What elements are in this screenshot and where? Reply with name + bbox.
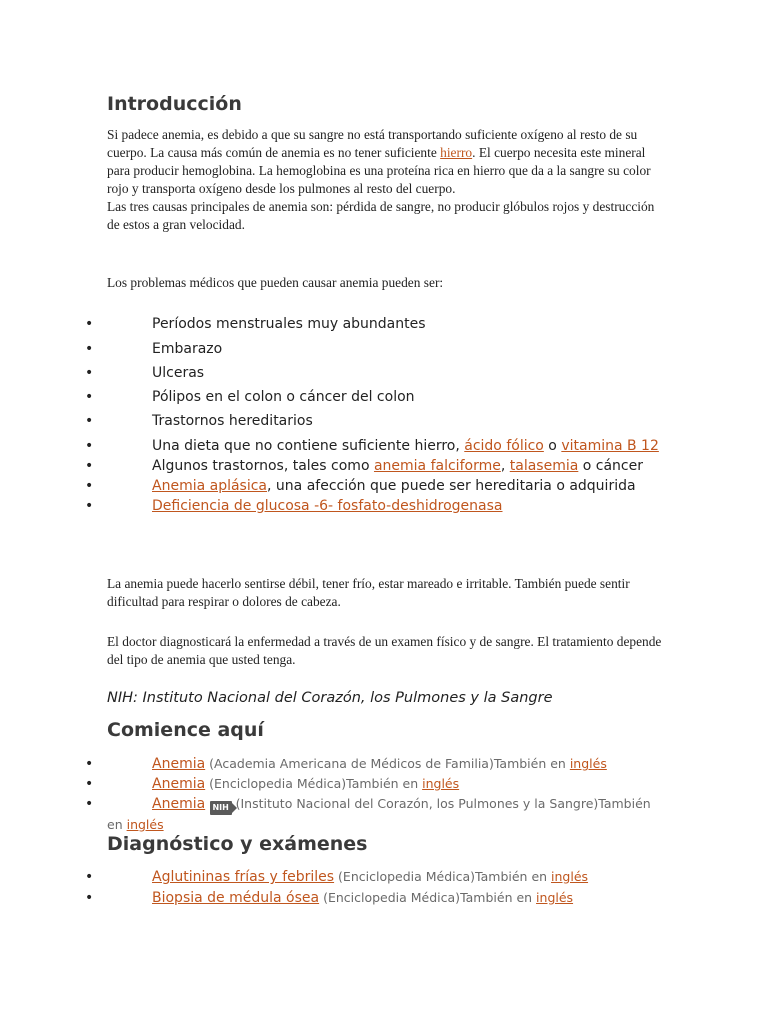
english-link[interactable]: inglés <box>551 869 589 884</box>
source-credit: NIH: Instituto Nacional del Corazón, los Pulmones y la Sangre <box>107 690 553 706</box>
list-item <box>85 387 662 407</box>
list-item <box>85 867 662 887</box>
bullet-icon: • <box>85 413 94 429</box>
aglutininas-link[interactable]: Aglutininas frías y febriles <box>152 869 335 885</box>
list-item <box>85 754 662 774</box>
vitamina-b12-link[interactable]: vitamina B 12 <box>561 438 659 454</box>
english-link[interactable]: inglés <box>569 756 607 771</box>
bullet-icon: • <box>85 756 94 772</box>
anemia-nih-link[interactable]: Anemia <box>152 796 206 812</box>
bullet-icon: • <box>85 365 94 381</box>
diagnosis-heading: Diagnóstico y exámenes <box>107 833 368 855</box>
start-list <box>85 754 662 835</box>
cause-text: Ulceras <box>152 365 205 381</box>
bullet-icon: • <box>85 458 94 474</box>
cause-text: o cáncer <box>578 458 643 474</box>
anemia-aplasica-link[interactable]: Anemia aplásica <box>152 478 268 494</box>
intro-paragraph <box>107 126 662 234</box>
list-item <box>85 476 662 496</box>
start-heading: Comience aquí <box>107 719 264 741</box>
source-label: (Enciclopedia Médica) <box>319 890 461 905</box>
anemia-aafp-link[interactable]: Anemia <box>152 756 206 772</box>
intro-text-b: . El cuerpo necesita este mineral para producir hemoglobina. La hemoglobina es una proteína rica en hierro que da a la sangre su color rojo y transporta oxígeno desde los pulmones al resto del cuerpo. <box>107 145 651 196</box>
causes-summary: Las tres causas principales de anemia son: pérdida de sangre, no producir glóbulos rojos y destrucción de estos a gran velocidad. <box>107 199 655 232</box>
cause-text: Algunos trastornos, tales como <box>152 458 374 474</box>
g6pd-deficiency-link[interactable]: Deficiencia de glucosa -6- fosfato-deshidrogenasa <box>152 498 503 514</box>
also-label: También en <box>107 796 651 832</box>
list-item <box>85 496 662 516</box>
problems-intro: Los problemas médicos que pueden causar anemia pueden ser: <box>107 275 444 290</box>
anemia-enciclopedia-link[interactable]: Anemia <box>152 776 206 792</box>
cause-text: Períodos menstruales muy abundantes <box>152 316 426 332</box>
cause-text: Embarazo <box>152 341 223 357</box>
list-item <box>85 888 662 908</box>
cause-text: , una afección que puede ser hereditaria o adquirida <box>267 478 636 494</box>
english-link[interactable]: inglés <box>536 890 574 905</box>
cause-text: o <box>543 438 562 454</box>
intro-heading: Introducción <box>107 93 242 115</box>
diagnosis-list <box>85 867 662 908</box>
diagnosis-paragraph: El doctor diagnosticará la enfermedad a través de un examen físico y de sangre. El tratamiento depende del tipo de anemia que usted tenga. <box>107 634 662 667</box>
also-label: También en <box>460 890 537 905</box>
source-label: (Enciclopedia Médica) <box>334 869 476 884</box>
bullet-icon: • <box>85 478 94 494</box>
english-link[interactable]: inglés <box>126 817 164 832</box>
also-label: También en <box>346 776 423 791</box>
biopsia-link[interactable]: Biopsia de médula ósea <box>152 890 320 906</box>
list-item <box>85 339 662 359</box>
bullet-icon: • <box>85 341 94 357</box>
source-label: (Instituto Nacional del Corazón, los Pulmones y la Sangre) <box>231 796 599 811</box>
list-item <box>85 794 662 835</box>
list-item <box>85 456 662 476</box>
hierro-link[interactable]: hierro <box>440 145 473 160</box>
talasemia-link[interactable]: talasemia <box>509 458 579 474</box>
english-link[interactable]: inglés <box>422 776 460 791</box>
bullet-icon: • <box>85 498 94 514</box>
list-item <box>85 363 662 383</box>
also-label: También en <box>475 869 552 884</box>
cause-text: Trastornos hereditarios <box>152 413 313 429</box>
also-label: También en <box>493 756 570 771</box>
list-item <box>85 774 662 794</box>
bullet-icon: • <box>85 869 94 885</box>
cause-text: , <box>500 458 510 474</box>
nih-icon: NIH <box>210 801 232 815</box>
bullet-icon: • <box>85 796 94 812</box>
causes-list <box>85 314 662 516</box>
symptoms-paragraph: La anemia puede hacerlo sentirse débil, tener frío, estar mareado e irritable. También puede sentir dificultad para respirar o dolores de cabeza. <box>107 576 630 609</box>
anemia-falciforme-link[interactable]: anemia falciforme <box>373 458 501 474</box>
list-item <box>85 314 662 334</box>
bullet-icon: • <box>85 890 94 906</box>
cause-text: Una dieta que no contiene suficiente hierro, <box>152 438 465 454</box>
cause-text: Pólipos en el colon o cáncer del colon <box>152 389 415 405</box>
source-label: (Enciclopedia Médica) <box>205 776 347 791</box>
list-item <box>85 436 662 456</box>
source-label: (Academia Americana de Médicos de Familia) <box>205 756 494 771</box>
bullet-icon: • <box>85 316 94 332</box>
bullet-icon: • <box>85 438 94 454</box>
acido-folico-link[interactable]: ácido fólico <box>464 438 544 454</box>
intro-text-a: Si padece anemia, es debido a que su sangre no está transportando suficiente oxígeno al resto de su cuerpo. La causa más común de anemia es no tener suficiente <box>107 127 638 160</box>
list-item <box>85 411 662 431</box>
bullet-icon: • <box>85 389 94 405</box>
bullet-icon: • <box>85 776 94 792</box>
